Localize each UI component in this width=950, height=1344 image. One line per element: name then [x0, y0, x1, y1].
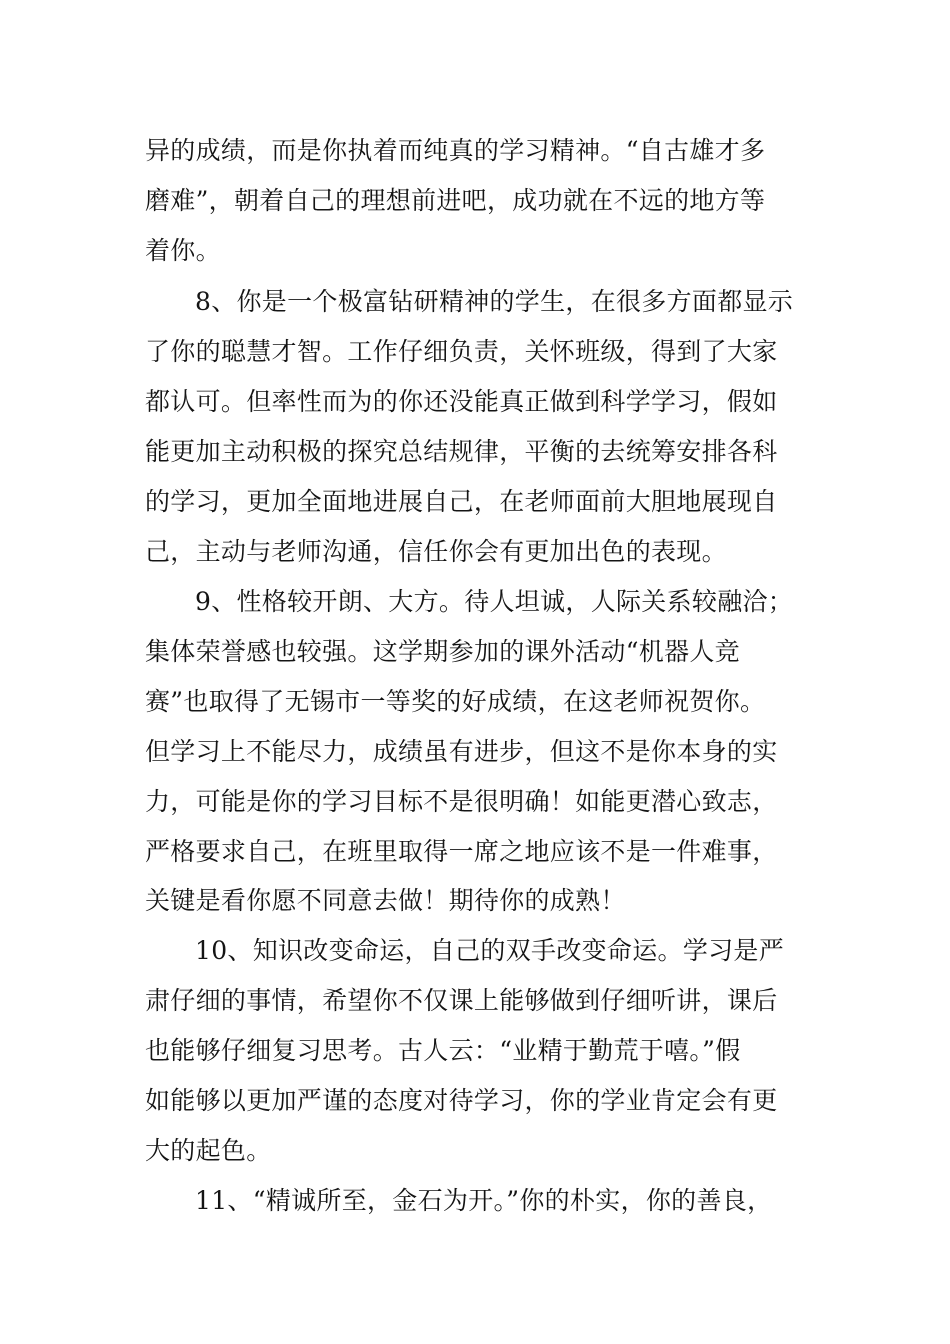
- text-line: 磨难”，朝着自己的理想前进吧，成功就在不远的地方等: [145, 186, 766, 215]
- text-line: 但学习上不能尽力，成绩虽有进步，但这不是你本身的实: [145, 737, 778, 766]
- text-line: 如能够以更加严谨的态度对待学习，你的学业肯定会有更: [145, 1086, 778, 1115]
- text-line: 异的成绩，而是你执着而纯真的学习精神。“自古雄才多: [145, 136, 766, 165]
- paragraph-start-line: 10、知识改变命运，自己的双手改变命运。学习是严: [195, 936, 785, 965]
- text-line: 着你。: [145, 236, 221, 265]
- text-line: 关键是看你愿不同意去做！期待你的成熟！: [145, 886, 626, 915]
- text-line: 赛”也取得了无锡市一等奖的好成绩，在这老师祝贺你。: [145, 687, 766, 716]
- text-line: 能更加主动积极的探究总结规律，平衡的去统筹安排各科: [145, 437, 778, 466]
- text-line: 也能够仔细复习思考。古人云：“业精于勤荒于嘻。”假: [145, 1036, 741, 1065]
- paragraph-start-line: 9、性格较开朗、大方。待人坦诚，人际关系较融洽；: [195, 587, 794, 616]
- text-line: 己，主动与老师沟通，信任你会有更加出色的表现。: [145, 537, 727, 566]
- paragraph-start-line: 11、“精诚所至，金石为开。”你的朴实，你的善良，: [195, 1186, 773, 1215]
- text-line: 肃仔细的事情，希望你不仅课上能够做到仔细听讲，课后: [145, 986, 778, 1015]
- text-line: 力，可能是你的学习目标不是很明确！如能更潜心致志，: [145, 787, 778, 816]
- text-line: 了你的聪慧才智。工作仔细负责，关怀班级，得到了大家: [145, 337, 778, 366]
- text-line: 大的起色。: [145, 1136, 272, 1165]
- paragraph-start-line: 8、你是一个极富钻研精神的学生，在很多方面都显示: [195, 287, 794, 316]
- text-line: 严格要求自己，在班里取得一席之地应该不是一件难事，: [145, 837, 778, 866]
- text-line: 集体荣誉感也较强。这学期参加的课外活动“机器人竞: [145, 637, 740, 666]
- text-line: 都认可。但率性而为的你还没能真正做到科学学习，假如: [145, 387, 778, 416]
- text-line: 的学习，更加全面地进展自己，在老师面前大胆地展现自: [145, 487, 778, 516]
